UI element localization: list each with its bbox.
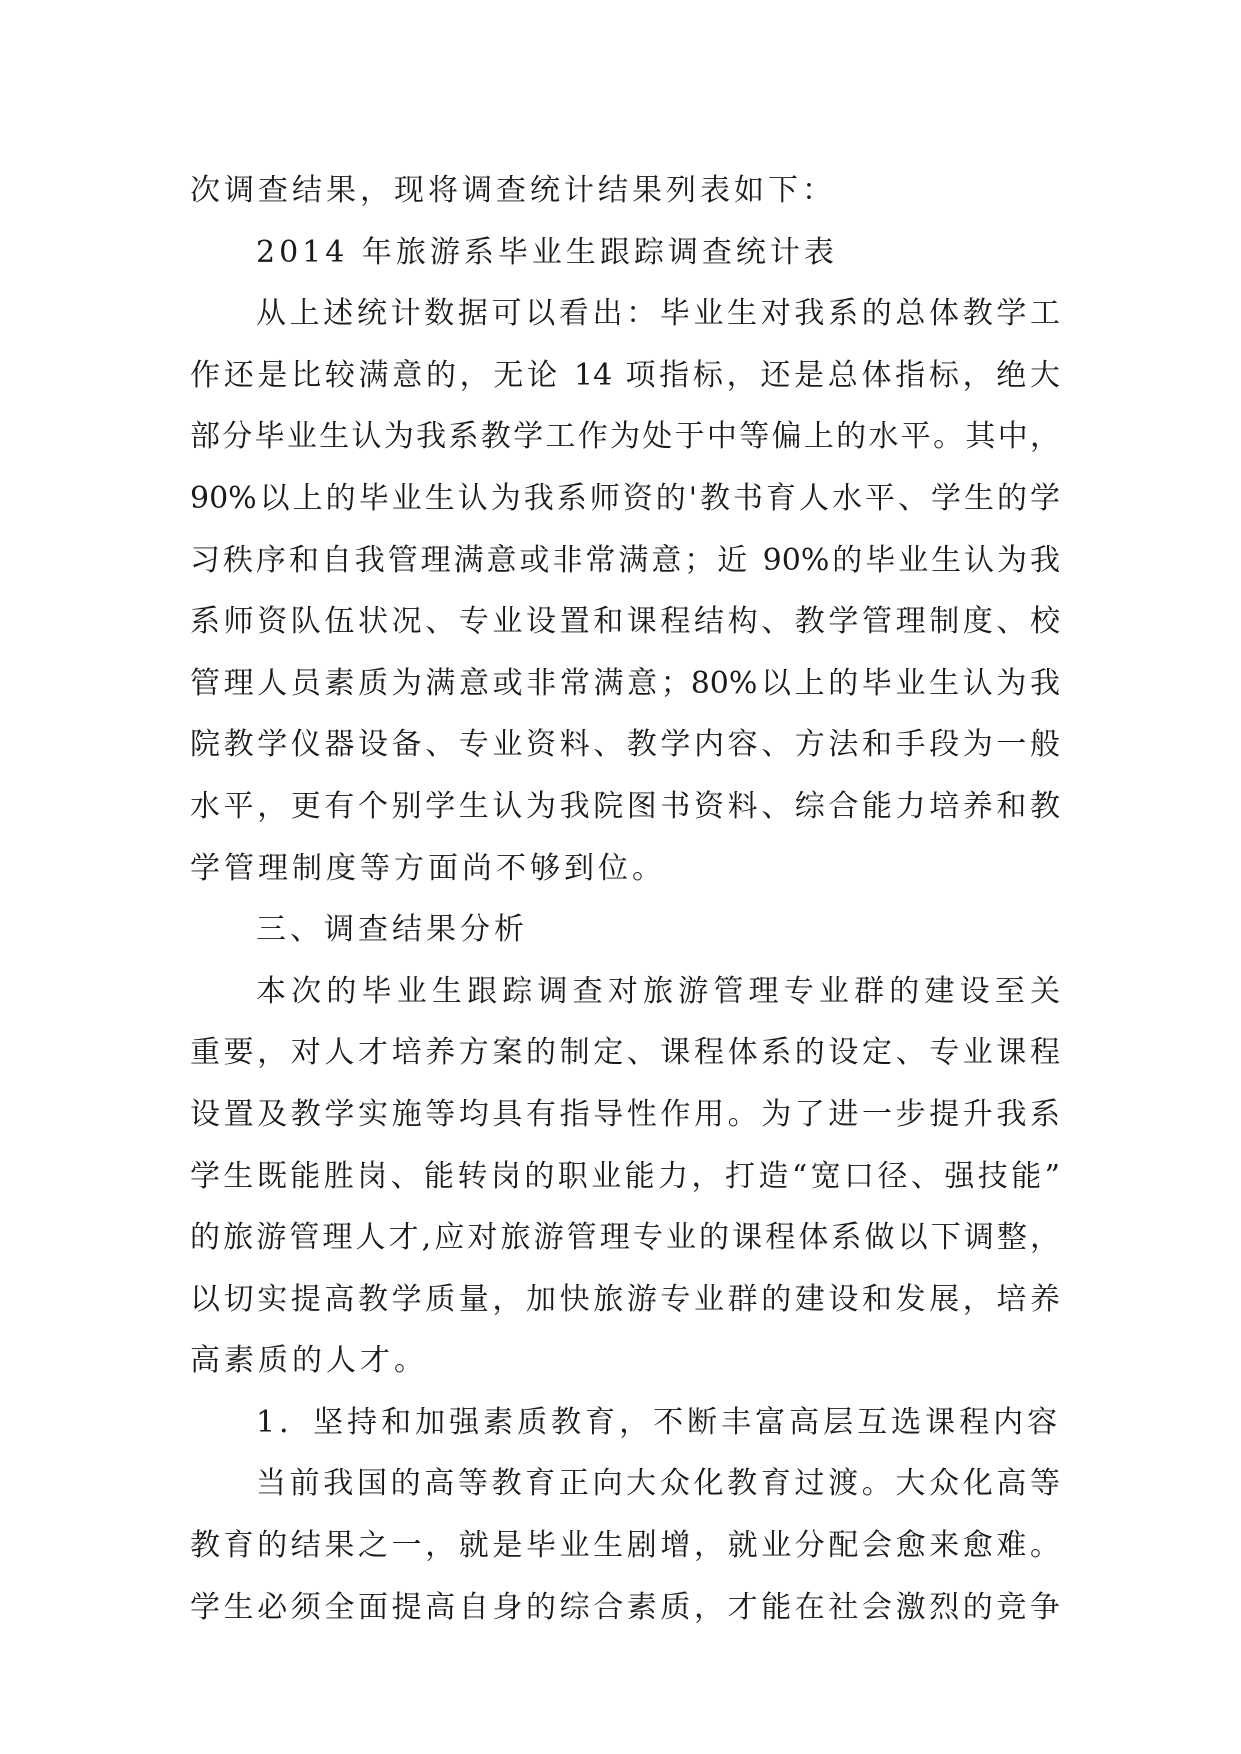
text-line: 的旅游管理人才,应对旅游管理专业的课程体系做以下调整， [190,1220,1060,1256]
text-line: 本次的毕业生跟踪调查对旅游管理专业群的建设至关 [256,973,1060,1009]
text-line: 部分毕业生认为我系教学工作为处于中等偏上的水平。其中， [190,419,1060,455]
text-line: 从上述统计数据可以看出：毕业生对我系的总体教学工 [256,296,1060,332]
subsection-heading: 1．坚持和加强素质教育，不断丰富高层互选课程内容 [256,1404,1062,1440]
text-line: 重要，对人才培养方案的制定、课程体系的设定、专业课程 [190,1035,1060,1071]
text-line: 作还是比较满意的，无论 14 项指标，还是总体指标，绝大 [190,357,1060,393]
document-page [190,160,1060,1638]
text-line: 当前我国的高等教育正向大众化教育过渡。大众化高等 [256,1466,1060,1502]
text-line: 教育的结果之一，就是毕业生剧增，就业分配会愈来愈难。 [190,1528,1060,1564]
text-line: 习秩序和自我管理满意或非常满意；近 90%的毕业生认为我 [190,542,1060,578]
text-line: 学管理制度等方面尚不够到位。 [190,850,666,886]
table-caption: 2014 年旅游系毕业生跟踪调查统计表 [256,234,838,270]
text-line: 高素质的人才。 [190,1343,428,1379]
text-line: 系师资队伍状况、专业设置和课程结构、教学管理制度、校 [190,604,1060,640]
text-line: 次调查结果，现将调查统计结果列表如下： [190,173,836,208]
text-line: 90%以上的毕业生认为我系师资的'教书育人水平、学生的学 [190,480,1060,516]
text-line: 学生必须全面提高自身的综合素质，才能在社会激烈的竞争 [190,1589,1060,1625]
text-line: 水平，更有个别学生认为我院图书资料、综合能力培养和教 [190,788,1060,824]
text-line: 院教学仪器设备、专业资料、教学内容、方法和手段为一般 [190,727,1060,763]
text-line: 管理人员素质为满意或非常满意；80%以上的毕业生认为我 [190,665,1060,701]
section-heading: 三、调查结果分析 [256,912,528,948]
text-line: 学生既能胜岗、能转岗的职业能力，打造“宽口径、强技能” [190,1158,1060,1194]
text-line: 设置及教学实施等均具有指导性作用。为了进一步提升我系 [190,1096,1060,1132]
text-line: 以切实提高教学质量，加快旅游专业群的建设和发展，培养 [190,1281,1060,1317]
